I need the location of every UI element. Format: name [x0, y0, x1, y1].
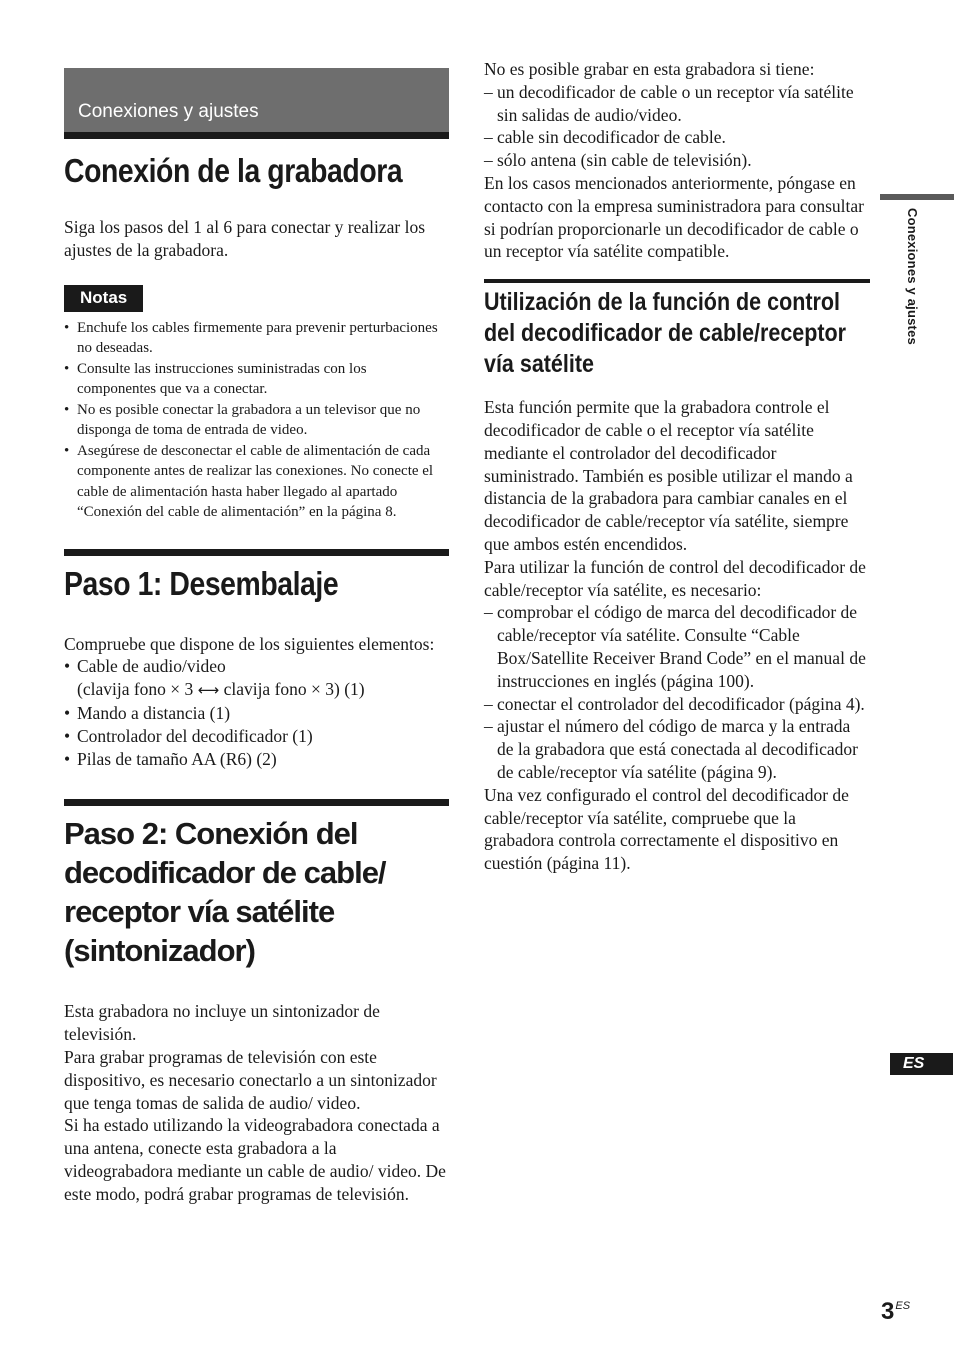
- control-title: Utilización de la función de control del decodificador de cable/receptor vía satélite: [484, 288, 847, 379]
- step1-intro: Compruebe que dispone de los siguientes elementos:: [64, 633, 435, 654]
- page-number: [881, 1298, 910, 1326]
- note-item: • Asegúrese de desconectar el cable de alimentación de cada componente antes de realizar las conexiones. No conecte el cable de alimentación hasta haber llegado al apartado “Conexión del cable de alimentación” en la página 8.: [64, 441, 449, 523]
- control-paragraph: Esta función permite que la grabadora controle el decodificador de cable o el receptor vía satélite mediante el controlador del decodificador suministrado. También es posible utilizar el mando a distancia de la grabadora para cambiar canales en el decodificador de cable/receptor vía satélite, siempre que ambos estén encendidos.: [484, 397, 853, 554]
- notes-list: [64, 318, 449, 523]
- cannot-record-outro: En los casos mencionados anteriormente, póngase en contacto con la empresa suministradora para consultar si podrían proporcionarle un decodificador de cable o un receptor vía satélite compatible.: [484, 172, 864, 262]
- step1-title: Paso 1: Desembalaje: [64, 564, 339, 602]
- list-item: – sólo antena (sin cable de televisión).: [484, 149, 870, 172]
- side-tab-label: Conexiones y ajustes: [905, 208, 920, 345]
- section-divider: [64, 799, 449, 806]
- step2-paragraph: Esta grabadora no incluye un sintonizador de televisión.: [64, 1001, 380, 1045]
- section-banner-label: Conexiones y ajustes: [78, 101, 259, 122]
- language-badge: ES: [890, 1053, 953, 1075]
- notes-block: [64, 285, 449, 523]
- left-column: [64, 68, 449, 1206]
- section-divider: [484, 279, 870, 283]
- list-item: – cable sin decodificador de cable.: [484, 126, 870, 149]
- cannot-record-intro: No es posible grabar en esta grabadora si tiene:: [484, 59, 815, 79]
- list-item: – conectar el controlador del decodificador (página 4).: [484, 693, 870, 716]
- section-divider: [64, 549, 449, 556]
- list-item: – un decodificador de cable o un receptor vía satélite sin salidas de audio/video.: [484, 81, 870, 127]
- list-item: [64, 655, 449, 702]
- note-item: • Enchufe los cables firmemente para prevenir perturbaciones no deseadas.: [64, 318, 449, 359]
- list-item: – comprobar el código de marca del decodificador de cable/receptor vía satélite. Consulte “Cable Box/Satellite Receiver Brand Code” en el manual de instrucciones en inglés (página 100).: [484, 601, 870, 692]
- list-item: • Pilas de tamaño AA (R6) (2): [64, 748, 449, 771]
- list-item: • Mando a distancia (1): [64, 702, 449, 725]
- cannot-record-list: [484, 81, 870, 172]
- item1-line2a: (clavija fono × 3: [77, 679, 194, 700]
- page-number-suffix: ES: [895, 1300, 911, 1312]
- control-paragraph: Una vez configurado el control del decodificador de cable/receptor vía satélite, compruebe que la grabadora controla correctamente el dispositivo en cuestión (página 11).: [484, 784, 849, 874]
- step1-items: [64, 655, 449, 770]
- page-number-value: 3: [881, 1298, 895, 1325]
- note-item: • No es posible conectar la grabadora a un televisor que no disponga de toma de entrada de video.: [64, 400, 449, 441]
- intro-text: Siga los pasos del 1 al 6 para conectar y realizar los ajustes de la grabadora.: [64, 217, 426, 260]
- item1-line1: Cable de audio/video: [77, 656, 226, 677]
- step2-paragraph: Para grabar programas de televisión con este dispositivo, es necesario conectarlo a un sintonizador que tenga tomas de salida de audio/ video.: [64, 1046, 437, 1113]
- note-item: • Consulte las instrucciones suministradas con los componentes que va a conectar.: [64, 359, 449, 400]
- step2-paragraph: Si ha estado utilizando la videograbadora conectada a una antena, conecte esta grabadora a la videograbadora mediante un cable de audio/ video. De este modo, podrá grabar programas de televisión.: [64, 1115, 446, 1204]
- section-banner: [64, 68, 449, 139]
- double-arrow-icon: ⟷: [197, 681, 220, 700]
- notes-label: Notas: [64, 285, 143, 312]
- list-item: • Controlador del decodificador (1): [64, 725, 449, 748]
- right-column: [484, 58, 870, 875]
- control-list: [484, 601, 870, 783]
- step2-title: Paso 2: Conexión del decodificador de cable/ receptor vía satélite (sintonizador): [64, 816, 386, 969]
- page-title: Conexión de la grabadora: [64, 152, 403, 189]
- list-item: – ajustar el número del código de marca y la entrada de la grabadora que está conectada al decodificador de cable/receptor vía satélite (página 9).: [484, 715, 870, 783]
- item1-line2b: clavija fono × 3) (1): [223, 679, 365, 700]
- control-paragraph: Para utilizar la función de control del decodificador de cable/receptor vía satélite, es necesario:: [484, 556, 866, 600]
- side-tab-rule: [880, 194, 954, 200]
